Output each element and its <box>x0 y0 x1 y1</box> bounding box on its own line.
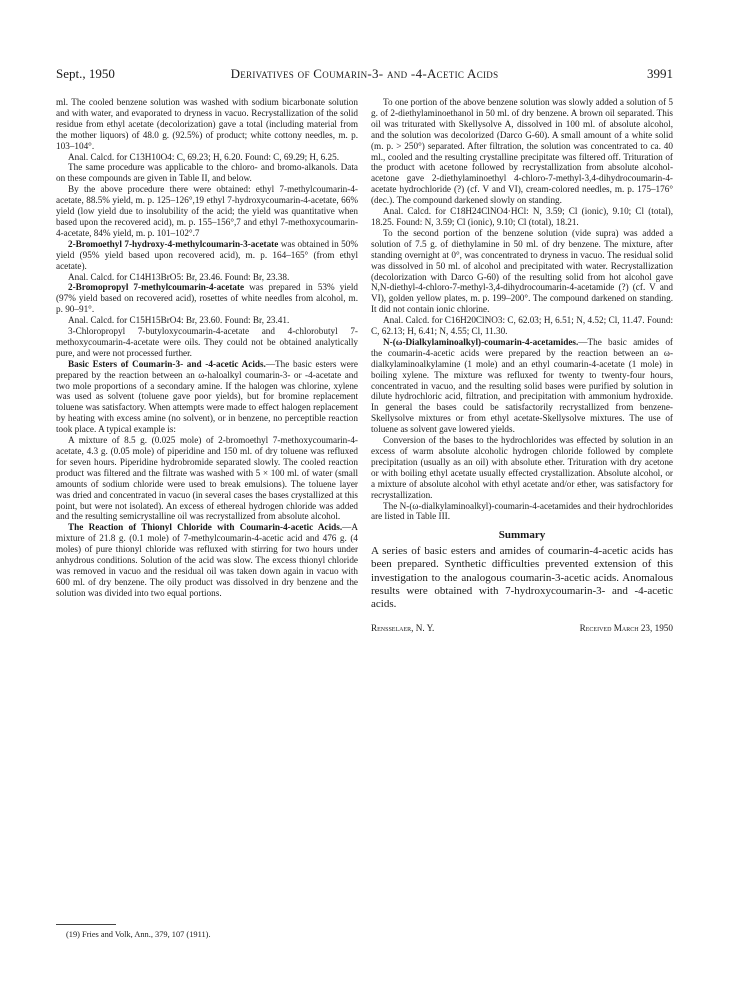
paragraph <box>371 315 673 337</box>
right-column <box>371 97 673 635</box>
page-header <box>56 66 673 82</box>
paragraph <box>56 315 358 326</box>
paragraph <box>56 184 358 239</box>
journal-date: Sept., 1950 <box>56 66 115 81</box>
paragraph-heading: Basic Esters of Coumarin-3- and -4-acetic Acids. <box>68 358 266 369</box>
paragraph <box>371 97 673 206</box>
footnote: (19) Fries and Volk, Ann., 379, 107 (1911). <box>66 930 211 939</box>
paragraph-heading: 2-Bromoethyl 7-hydroxy-4-methylcoumarin-3-acetate <box>68 238 279 249</box>
paragraph-text: A mixture of 8.5 g. (0.025 mole) of 2-bromoethyl 7-methoxycoumarin-4-acetate, 4.3 g. (0.05 mole) of piperidine and 150 ml. of dry toluene was refluxed for seven hours. Piperidine hydrobromide separated slowly. The cooled reaction product was filtered and the filtrate was washed with 5 × 100 ml. of water (small amounts of sodium chloride were used to break emulsions). The toluene layer was dried and concentrated in vacuo (in several cases the bases crystallized at this point, but were not isolated). An excess of ethereal hydrogen chloride was added and the resulting semicrystalline oil was recrystallized from absolute alcohol. <box>56 435 358 522</box>
paragraph-text: Anal. Calcd. for C13H10O4: C, 69.23; H, 6.20. Found: C, 69.29; H, 6.25. <box>68 151 340 162</box>
left-column <box>56 97 358 599</box>
right-column-body <box>371 97 673 522</box>
paragraph <box>56 282 358 315</box>
paragraph <box>56 97 358 152</box>
signature-line <box>371 623 673 635</box>
paragraph <box>56 272 358 283</box>
paragraph-text: Anal. Calcd. for C16H20ClNO3: C, 62.03; H, 6.51; N, 4.52; Cl, 11.47. Found: C, 62.13; H, 6.41; N, 4.55; Cl, 11.30. <box>371 315 673 337</box>
paragraph-text: —The basic esters were prepared by the reaction between an ω-haloalkyl coumarin-3- or -4-acetate and two mole proportions of a secondary amine. If the halogen was chlorine, xylene was used as solvent (toluene gave poor yields), but for bromine replacement toluene was satisfactory. When attempts were made to effect halogen replacement by heating with excess amine (no solvent), or in benzene, no perceptible reaction took place. A typical example is: <box>56 358 358 435</box>
paragraph-text: ml. The cooled benzene solution was washed with sodium bicarbonate solution and with water, and evaporated to dryness in vacuo. Recrystallization of the solid residue from ethyl acetate (decolorization) gave a total (including material from the mother liquors) of 48.0 g. (92.5%) of product; white cottony needles, m. p. 103–104°. <box>56 97 358 151</box>
paragraph-text: The same procedure was applicable to the chloro- and bromo-alkanols. Data on these compounds are given in Table II, and below. <box>56 162 358 184</box>
paragraph-text: Anal. Calcd. for C18H24ClNO4·HCl: N, 3.59; Cl (ionic), 9.10; Cl (total), 18.25. Found: N, 3.59; Cl (ionic), 9.10; Cl (total), 18.21. <box>371 206 673 227</box>
location: Rensselaer, N. Y. <box>371 623 435 634</box>
paragraph <box>56 522 358 598</box>
paragraph-text: —A mixture of 21.8 g. (0.1 mole) of 7-methylcoumarin-4-acetic acid and 476 g. (4 moles) of pure thionyl chloride was refluxed with stirring for two hours under anhydrous conditions. Solution of the acid was slow. The excess thionyl chloride was removed in vacuo and the residual oil was taken down again in vacuo with 600 ml. of dry benzene. The oily product was dissolved in dry benzene and the solution was divided into two equal portions. <box>56 522 358 598</box>
paragraph <box>56 152 358 163</box>
paragraph <box>371 501 673 523</box>
paragraph-text: To one portion of the above benzene solution was slowly added a solution of 5 g. of 2-diethylaminoethanol in 50 ml. of dry benzene. A brown oil separated. This oil was triturated with Skellysolve A, dissolved in 100 ml. of absolute alcohol, and the solution was decolorized (Darco G-60). A small amount of a white solid (m. p. > 250°) separated. After filtration, the solution was concentrated to ca. 40 ml., cooled and the resulting crystalline precipitate was filtered off. Trituration of the product with acetone followed by recrystallization from absolute alcohol-acetone gave 2-diethylaminoethyl 4-chloro-7-methyl-3,4-dihydrocoumarin-4-acetate hydrochloride (?) (cf. V and VI), cream-colored needles, m. p. 175–176° (dec.). The compound darkened slowly on standing. <box>371 97 673 206</box>
paragraph-text: By the above procedure there were obtained: ethyl 7-methylcoumarin-4-acetate, 88.5% yield, m. p. 125–126°,19 ethyl 7-hydroxycoumarin-4-acetate, 66% yield (low yield due to insolubility of the acid; the yield was quantitative when based upon the recovered acid), m. p. 155–156°,7 and ethyl 7-methoxycoumarin-4-acetate, 84% yield, m. p. 101–102°.7 <box>56 184 358 238</box>
paragraph <box>56 326 358 359</box>
paragraph-text: Conversion of the bases to the hydrochlorides was effected by solution in an excess of warm absolute alcoholic hydrogen chloride followed by complete precipitation (usually as an oil) with absolute ether. Trituration with dry acetone or with boiling ethyl acetate usually effected crystallization. Absolute alcohol, or a mixture of absolute alcohol with ethyl acetate and/or ether, was satisfactory for recrystallization. <box>371 435 673 500</box>
paragraph-text: The N-(ω-dialkylaminoalkyl)-coumarin-4-acetamides and their hydrochlorides are listed in Table III. <box>371 500 673 522</box>
summary-heading: Summary <box>498 529 546 542</box>
summary-text: A series of basic esters and amides of coumarin-4-acetic acids has been prepared. Synthetic difficulties prevented extension of this investigation to the analogous coumarin-3-acetic acids. Anomalous results were obtained with 7-hydroxycoumarin-3- and -4-acetic acids. <box>371 545 673 611</box>
page-number: 3991 <box>647 66 673 81</box>
paragraph <box>56 162 358 184</box>
received-date: Received March 23, 1950 <box>579 623 673 634</box>
paragraph <box>371 435 673 500</box>
paragraph <box>371 337 673 435</box>
paragraph-heading: 2-Bromopropyl 7-methylcoumarin-4-acetate <box>68 282 245 293</box>
footnote-rule <box>56 924 116 925</box>
paragraph-heading: The Reaction of Thionyl Chloride with Coumarin-4-acetic Acids. <box>68 522 343 533</box>
paragraph <box>56 239 358 272</box>
running-title: Derivatives of Coumarin-3- and -4-Acetic Acids <box>230 66 499 81</box>
paragraph-text: Anal. Calcd. for C14H13BrO5: Br, 23.46. Found: Br, 23.38. <box>68 271 290 282</box>
paragraph-text: —The basic amides of the coumarin-4-acetic acids were prepared by the reaction between an ω-dialkylaminoalkylamine (1 mole) and an ethyl coumarin-4-acetate (1 mole) in boiling xylene. The mixture was refluxed for twenty to twenty-four hours, concentrated in vacuo, and the resulting solid bases were purified by solution in dilute hydrochloric acid, filtration, and precipitation with ammonium hydroxide. In general the bases could be satisfactorily recrystallized from benzene-Skellysolve mixtures or from ethyl acetate-Skellysolve mixtures. The use of toluene as solvent gave lowered yields. <box>371 336 673 435</box>
paragraph <box>371 206 673 228</box>
paragraph-text: To the second portion of the benzene solution (vide supra) was added a solution of 7.5 g. of diethylamine in 50 ml. of dry benzene. The mixture, after standing overnight at 0°, was concentrated to dryness in vacuo. The residual solid was dissolved in 50 ml. of alcohol and precipitated with water. Recrystallization (decolorization with Darco G-60) of the resulting solid from hot alcohol gave N,N-diethyl-4-chloro-7-methyl-3,4-dihydrocoumarin-4-acetamide (?) (cf. V and VI), golden yellow plates, m. p. 199–200°. The compound darkened on standing. It did not contain ionic chlorine. <box>371 227 673 315</box>
paragraph <box>56 359 358 435</box>
paragraph <box>56 435 358 522</box>
paragraph-heading: N-(ω-Dialkylaminoalkyl)-coumarin-4-acetamides. <box>383 336 579 347</box>
paragraph-text: 3-Chloropropyl 7-butyloxycoumarin-4-acetate and 4-chlorobutyl 7-methoxycoumarin-4-acetate were oils. They could not be obtained analytically pure, and were not processed further. <box>56 326 358 358</box>
paragraph-text: was prepared in 53% yield (97% yield based on recovered acid), rosettes of white needles from alcohol, m. p. 90–91°. <box>56 282 358 315</box>
paragraph-text: Anal. Calcd. for C15H15BrO4: Br, 23.60. Found: Br, 23.41. <box>68 315 290 326</box>
paragraph <box>371 228 673 315</box>
paragraph-text: was obtained in 50% yield (95% yield based upon recovered acid), m. p. 164–165° (from ethyl acetate). <box>56 238 358 271</box>
